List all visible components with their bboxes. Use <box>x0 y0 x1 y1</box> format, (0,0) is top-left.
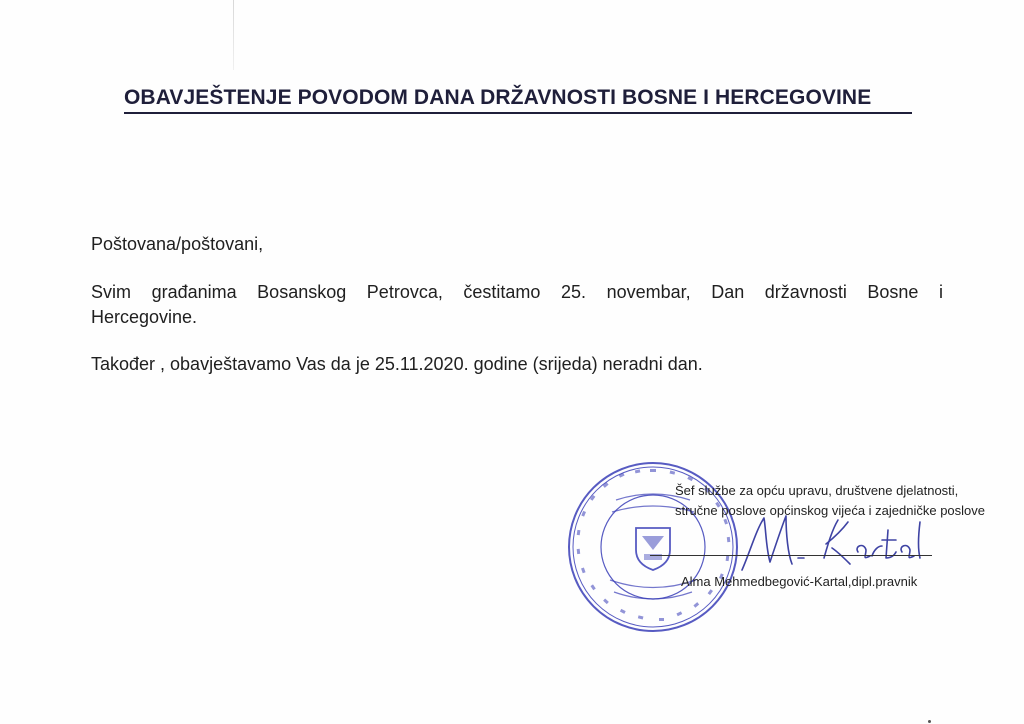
document-title: OBAVJEŠTENJE POVODOM DANA DRŽAVNOSTI BOSNE I HERCEGOVINE <box>124 86 872 109</box>
greeting: Poštovana/poštovani, <box>91 234 264 254</box>
signatory-position-line-1: Šef službe za opću upravu, društvene djelatnosti, <box>675 483 959 498</box>
holiday-notice: Također , obavještavamo Vas da je 25.11.2020. godine (srijeda) neradni dan. <box>91 354 703 374</box>
congratulation-line-1: Svim građanima Bosanskog Petrovca, čestitamo 25. novembar, Dan državnosti Bosne i <box>91 282 943 302</box>
signatory-name: Alma Mehmedbegović-Kartal,dipl.pravnik <box>681 574 918 589</box>
signatory-position-line-2: stručne poslove općinskog vijeća i zajedničke poslove <box>675 503 986 518</box>
scan-artifact <box>233 0 234 70</box>
congratulation-line-2: Hercegovine. <box>91 307 198 327</box>
handwritten-signature <box>720 500 940 580</box>
scan-speck <box>928 720 931 723</box>
title-underline <box>124 112 912 114</box>
signature-line <box>650 555 932 556</box>
